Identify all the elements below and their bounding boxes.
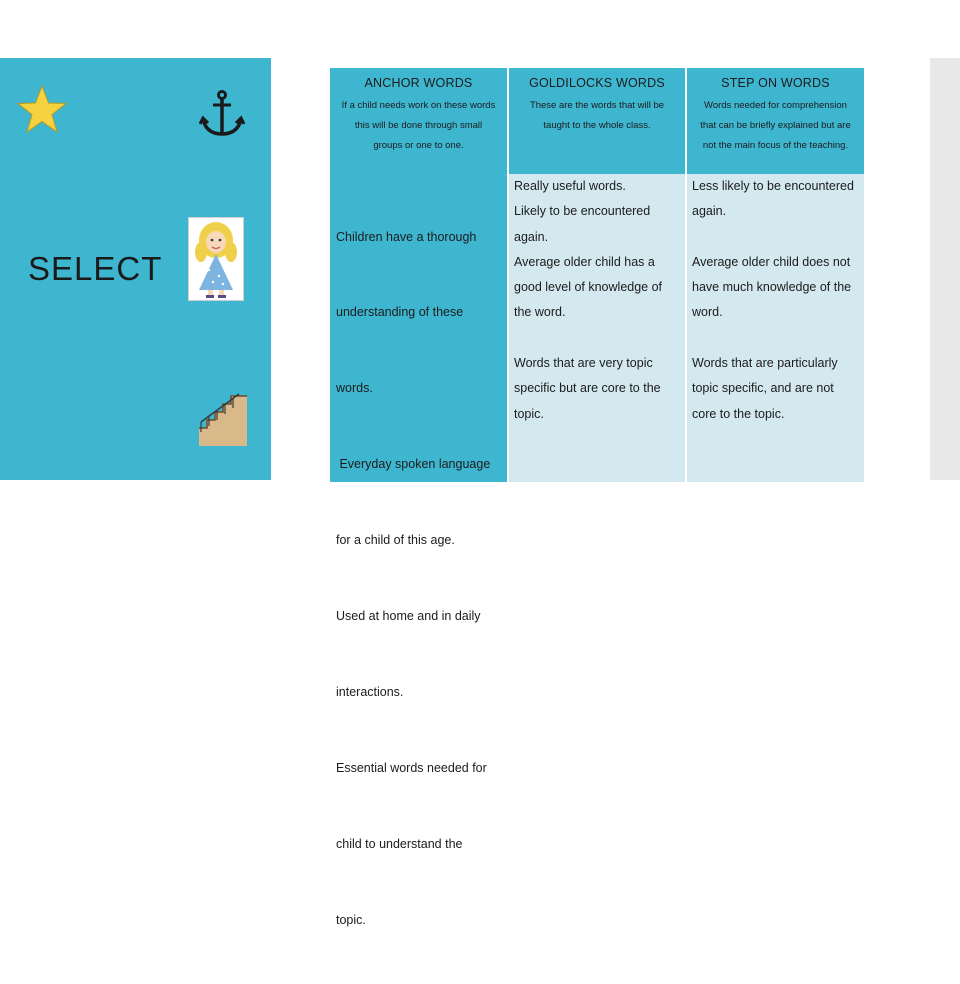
cell-line: Words that are very topic — [514, 356, 653, 371]
desc-line: not the main focus of the teaching. — [702, 140, 849, 151]
column-description — [509, 96, 685, 136]
cell-line: interactions. — [336, 684, 404, 699]
word-tiers-table — [330, 68, 864, 927]
cell-line: the word. — [514, 305, 566, 320]
stairs-icon — [197, 392, 249, 446]
cell-line: good level of knowledge of — [514, 280, 663, 295]
cell-line: Children have a thorough — [336, 229, 477, 244]
cell-line: again. — [514, 229, 549, 244]
anchor-icon — [199, 90, 245, 138]
cell-line: topic specific, and are not — [692, 381, 834, 396]
desc-line: taught to the whole class. — [543, 120, 651, 131]
cell-line: specific but are core to the — [514, 381, 661, 396]
table-cell — [336, 174, 490, 984]
cell-line: Essential words needed for — [336, 760, 487, 775]
column-title: GOLDILOCKS WORDS — [529, 76, 665, 90]
anchor-words-header — [330, 68, 507, 174]
cell-line: topic. — [514, 406, 544, 421]
cell-line: Everyday spoken language — [336, 457, 491, 472]
goldilocks-words-body — [509, 174, 685, 482]
desc-line: Words needed for comprehension — [704, 100, 847, 111]
cell-line: Less likely to be encountered — [692, 179, 854, 193]
cell-line: topic. — [336, 912, 366, 927]
cell-line: word. — [692, 305, 723, 320]
desc-line: These are the words that will be — [529, 100, 665, 111]
step-on-words-body — [687, 174, 864, 482]
table-cell — [692, 174, 854, 427]
table-cell — [514, 174, 662, 427]
star-icon — [16, 84, 68, 136]
column-title: ANCHOR WORDS — [364, 76, 473, 90]
cell-line: child to understand the — [336, 836, 463, 851]
cell-line: Used at home and in daily — [336, 609, 481, 624]
step-on-words-header — [687, 68, 864, 174]
cell-line: Average older child does not — [692, 254, 851, 269]
desc-line: this will be done through small — [354, 120, 483, 131]
cell-line: have much knowledge of the — [692, 280, 852, 295]
cell-line: Average older child has a — [514, 254, 655, 269]
cell-line: Words that are particularly — [692, 356, 838, 371]
column-title: STEP ON WORDS — [721, 76, 830, 90]
select-title: SELECT — [28, 250, 163, 287]
cell-line: core to the topic. — [692, 406, 785, 421]
desc-line: If a child needs work on these words — [341, 100, 496, 111]
cell-line: understanding of these — [336, 305, 464, 320]
cell-line: Likely to be encountered — [514, 204, 651, 219]
anchor-words-body — [330, 174, 507, 927]
cell-line: for a child of this age. — [336, 533, 455, 548]
desc-line: groups or one to one. — [373, 140, 464, 151]
goldilocks-words-header — [509, 68, 685, 174]
cell-line: again. — [692, 204, 727, 219]
column-description — [330, 96, 507, 156]
column-description — [687, 96, 864, 156]
desc-line: that can be briefly explained but are — [700, 120, 851, 131]
cell-line: Really useful words. — [514, 179, 626, 193]
goldilocks-image — [188, 217, 244, 301]
scroll-strip — [930, 58, 960, 480]
cell-line: words. — [336, 381, 373, 396]
